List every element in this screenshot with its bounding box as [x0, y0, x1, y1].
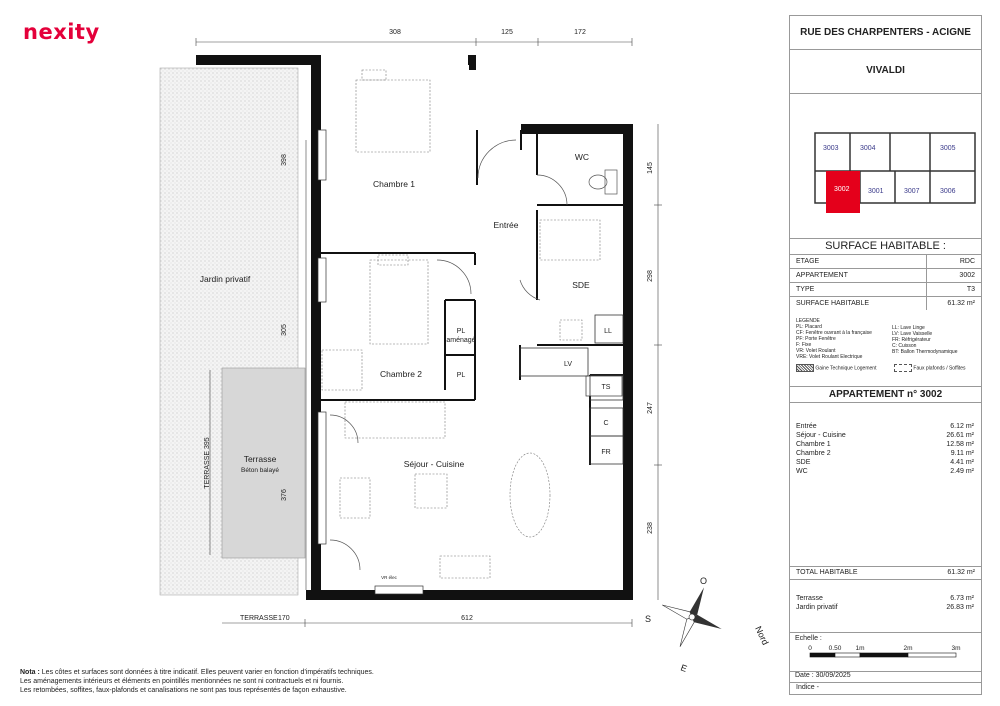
compass-e: E: [679, 662, 689, 674]
ext-value: 6.73 m²: [950, 595, 974, 602]
compass-o: O: [700, 576, 708, 586]
legend-item: PF: Porte Fenêtre: [796, 336, 836, 342]
legend-gaine: [796, 364, 876, 372]
scale-tick-050: 0.50: [828, 645, 842, 652]
surface-title: SURFACE HABITABLE :: [825, 240, 946, 252]
fixture-fr: FR: [601, 449, 611, 456]
scale-tick-0: 0: [808, 645, 812, 652]
dim-top-3: 172: [574, 29, 586, 36]
total-row: [790, 566, 981, 580]
fixture-vr-elec: VR élec: [381, 575, 397, 580]
scale-tick-1m: 1m: [855, 645, 865, 652]
fixture-ll: LL: [604, 328, 612, 335]
legend-item: CF: Fenêtre ouvrant à la française: [796, 330, 872, 336]
fixture-ts: TS: [601, 384, 611, 391]
scale-tick-2m: 2m: [903, 645, 913, 652]
key-3003: 3003: [823, 145, 839, 152]
info-key: ETAGE: [790, 255, 927, 269]
legend-item: LL: Lave Linge: [892, 325, 925, 331]
area-row: [796, 449, 974, 458]
apartment-title: APPARTEMENT n° 3002: [790, 386, 981, 403]
area-room: Séjour - Cuisine: [796, 432, 846, 439]
note-line1: Les côtes et surfaces sont données à titre indicatif. Elles peuvent varier en fonction d'impératifs techniques.: [39, 669, 374, 676]
room-chambre2: Chambre 2: [379, 369, 423, 379]
area-row: [796, 431, 974, 440]
total-value: 61.32 m²: [947, 569, 975, 576]
area-row: [796, 422, 974, 431]
legend-gaine-label: Gaine Technique Logement: [815, 365, 877, 372]
key-3005: 3005: [940, 145, 956, 152]
dim-right-1: 145: [647, 162, 654, 174]
scale-label: Echelle :: [795, 635, 822, 642]
nexity-logo: nexity: [23, 20, 100, 44]
dim-inner-3: 376: [281, 489, 288, 501]
room-sejour: Séjour - Cuisine: [403, 459, 465, 469]
dim-top-1: 308: [389, 29, 401, 36]
area-value: 2.49 m²: [950, 468, 974, 475]
note-label: Nota :: [20, 669, 40, 676]
dim-right-2: 298: [647, 270, 654, 282]
dim-inner-2: 305: [281, 324, 288, 336]
key-3007: 3007: [904, 188, 920, 195]
room-terrasse: Terrasse: [243, 454, 277, 464]
info-key: TYPE: [790, 283, 927, 297]
area-row: [796, 458, 974, 467]
compass-nord: Nord: [753, 624, 771, 647]
info-key: APPARTEMENT: [790, 269, 927, 283]
room-wc: WC: [574, 152, 590, 162]
area-row: [796, 440, 974, 449]
info-table: [790, 254, 981, 310]
key-3002: 3002: [834, 186, 850, 193]
legend-faux: [894, 364, 966, 372]
dim-right-3: 247: [647, 402, 654, 414]
legend-item: BT: Ballon Thermodynamique: [892, 349, 958, 355]
legend-faux-label: Faux plafonds / Soffites: [913, 365, 966, 372]
area-room: WC: [796, 468, 808, 475]
ext-row: [796, 603, 974, 612]
room-chambre1: Chambre 1: [372, 179, 416, 189]
dim-bottom-terrace: TERRASSE: [240, 615, 278, 622]
wc-fixture: [589, 170, 617, 194]
scale-bar: [790, 632, 981, 672]
interior-walls: [321, 130, 625, 465]
fixture-pl-amenage: aménagé: [446, 337, 476, 344]
compass-s: S: [645, 614, 652, 624]
dim-right-4: 238: [647, 522, 654, 534]
fixture-c: C: [603, 420, 609, 427]
room-sde: SDE: [572, 280, 590, 290]
key-plan: [790, 93, 981, 239]
area-value: 12.58 m²: [946, 441, 974, 448]
note-line3: Les retombées, soffites, faux-plafonds et canalisations ne sont pas tous représentés de façon exhaustive.: [20, 687, 347, 694]
fixture-pl-2: PL: [456, 372, 466, 379]
furniture: [322, 70, 600, 578]
dim-bottom-right: 612: [461, 615, 473, 622]
windows: [318, 130, 622, 594]
compass-rose: [650, 575, 733, 658]
ext-row: [796, 594, 974, 603]
area-value: 6.12 m²: [950, 423, 974, 430]
room-areas-table: [796, 422, 974, 476]
info-row: [790, 283, 981, 297]
room-jardin: Jardin privatif: [199, 274, 251, 284]
info-value: 3002: [927, 269, 982, 283]
area-value: 4.41 m²: [950, 459, 974, 466]
legend-item: F: Fixe: [796, 342, 812, 348]
info-row: [790, 297, 981, 311]
room-entree: Entrée: [493, 220, 519, 230]
legend-item: C: Cuisson: [892, 343, 917, 349]
area-room: Entrée: [796, 423, 817, 430]
key-3004: 3004: [860, 145, 876, 152]
total-label: TOTAL HABITABLE: [796, 569, 858, 576]
key-3006: 3006: [940, 188, 956, 195]
dim-top-2: 125: [501, 29, 513, 36]
date-row: [790, 670, 981, 683]
dim-inner-1: 398: [281, 154, 288, 166]
project-title: VIVALDI: [790, 49, 981, 94]
info-value: RDC: [927, 255, 982, 269]
legend-item: FR: Réfrigérateur: [892, 337, 931, 343]
info-key: SURFACE HABITABLE: [790, 297, 927, 311]
fixture-lv: LV: [563, 361, 573, 368]
dim-terrace-vertical: TERRASSE 395: [204, 437, 211, 489]
legend-item: LV: Lave Vaisselle: [892, 331, 933, 337]
address-title: RUE DES CHARPENTERS - ACIGNE: [790, 16, 981, 50]
legend-item: VRE: Volet Roulant Electrique: [796, 354, 863, 360]
dim-bottom-terrace-val: 170: [278, 615, 290, 622]
exterior-areas-table: [796, 594, 974, 612]
area-room: Chambre 1: [796, 441, 831, 448]
ext-name: Terrasse: [796, 595, 823, 602]
room-terrasse-sub: Béton balayé: [241, 467, 279, 474]
faux-swatch: [894, 364, 912, 372]
area-value: 9.11 m²: [950, 450, 974, 457]
legend-item: PL: Placard: [796, 324, 822, 330]
legend-title: LEGENDE: [796, 318, 820, 324]
date-text: Date : 30/09/2025: [795, 672, 851, 679]
disclaimer-note: [20, 668, 374, 695]
info-value: 61.32 m²: [927, 297, 982, 311]
gaine-swatch: [796, 364, 814, 372]
legend-item: VR: Volet Roulant: [796, 348, 836, 354]
info-panel: [789, 15, 982, 695]
ext-value: 26.83 m²: [946, 604, 974, 611]
lv-box: [520, 348, 588, 376]
fixture-pl: PL: [456, 328, 466, 335]
info-value: T3: [927, 283, 982, 297]
key-3001: 3001: [868, 188, 884, 195]
area-row: [796, 467, 974, 476]
note-line2: Les aménagements intérieurs et éléments en pointillés mentionnées ne sont ni contractuels et ni fournis.: [20, 678, 344, 685]
area-value: 26.61 m²: [946, 432, 974, 439]
area-room: Chambre 2: [796, 450, 831, 457]
indice-text: Indice -: [796, 684, 819, 691]
ext-name: Jardin privatif: [796, 604, 838, 611]
info-row: [790, 269, 981, 283]
area-room: SDE: [796, 459, 811, 466]
scale-tick-3m: 3m: [951, 645, 961, 652]
info-row: [790, 255, 981, 269]
